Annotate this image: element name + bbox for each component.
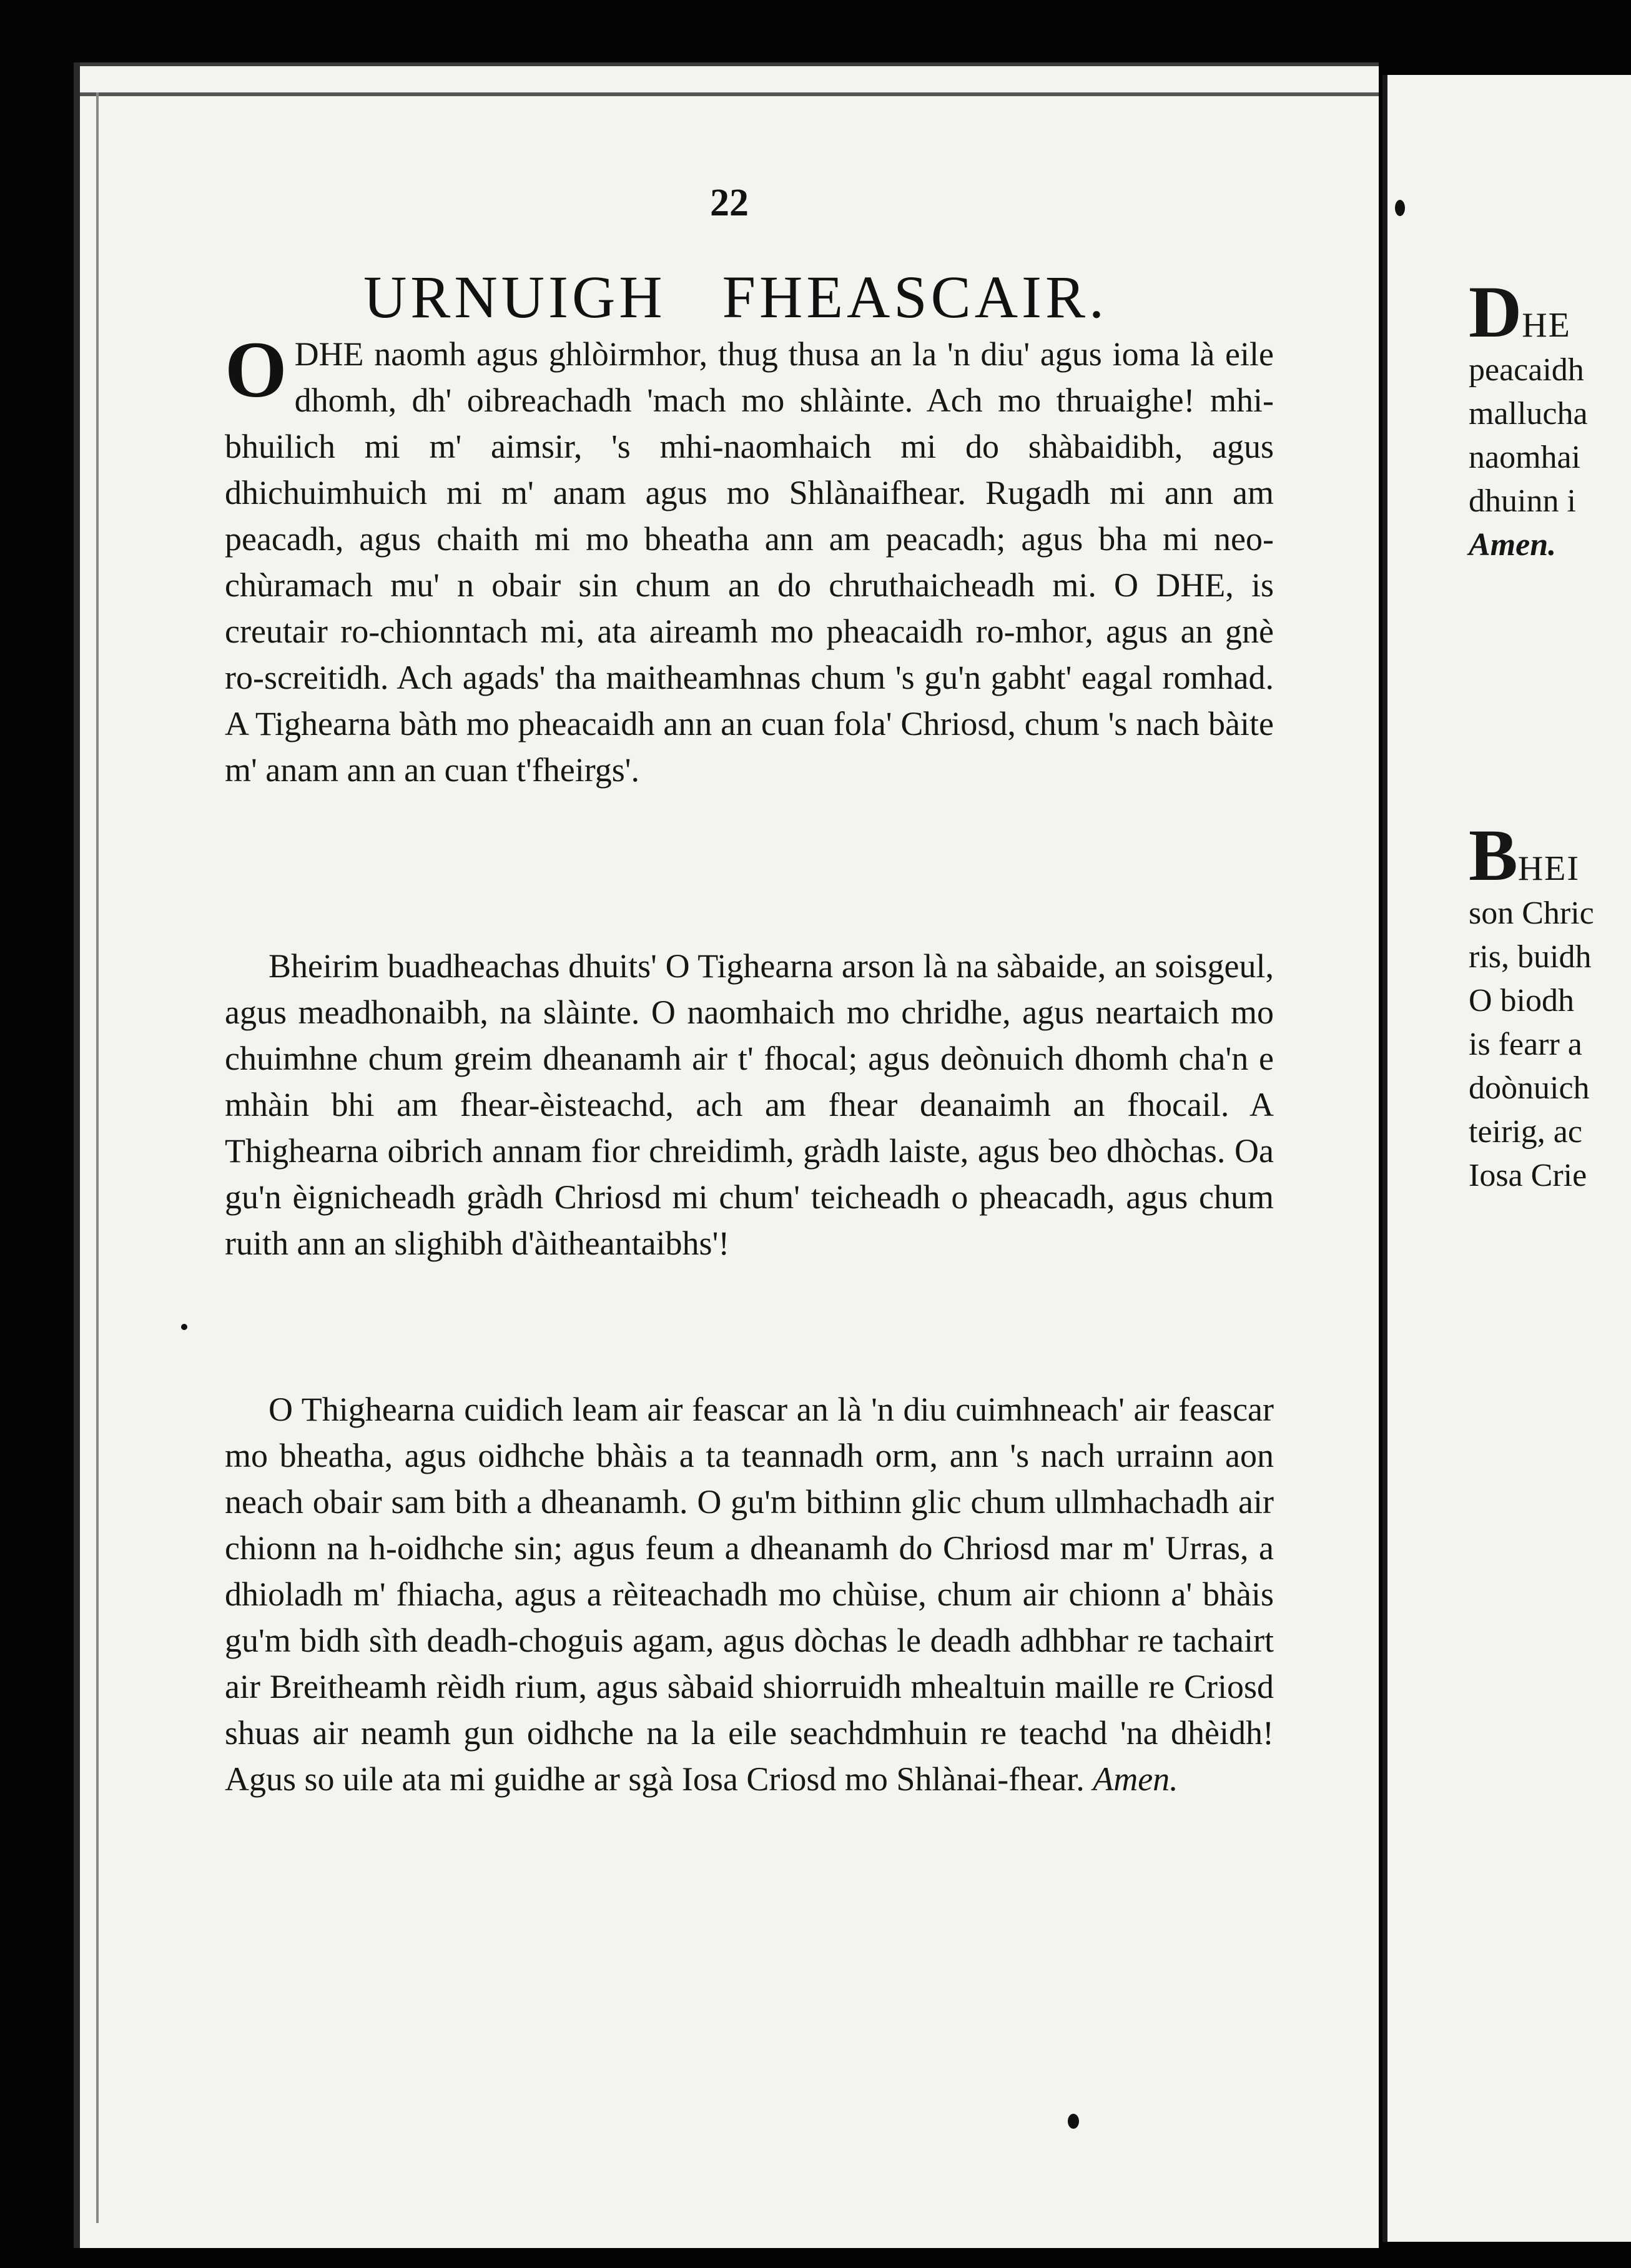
right-line: ris, buidh — [1469, 939, 1592, 975]
prayer-paragraph-2: Bheirim buadheachas dhuits' O Tighearna arson là na sàbaide, an soisgeul, agus meadhonaibh, na slàinte. O naomhaich mo chridhe, agus neartaich mo chuimhne chum greim dheanamh air t' fhocal; agus deònuich dhomh cha'n e mhàin bhi am fhear-èisteachd, ach am fhear deanaimh an fhocail. A Thighearna oibrich annam fior chreidimh, gràdh laiste, agus beo dhòchas. Oa gu'n èignicheadh gràdh Chriosd mi chum' teicheadh o pheacadh, agus chum ruith ann an slighibh d'àitheantaibhs'! — [225, 947, 1274, 1262]
drop-cap: O — [225, 325, 287, 414]
right-line: O biodh — [1469, 983, 1574, 1018]
right-line: mallucha — [1469, 396, 1588, 431]
right-drop-cap-1: D — [1469, 271, 1522, 353]
prayer-paragraph-1 — [225, 325, 1274, 793]
paragraph-1-text: DHE naomh agus ghlòirmhor, thug thusa an la 'n diu' agus ioma là eile dhomh, dh' oibreachadh 'mach mo shlàinte. Ach mo thruaighe! mhi-bhuilich mi m' aimsir, 's mhi-naomhaich mi do shàbaidibh, agus dhichuimhuich mi m' anam agus mo Shlànaifhear. Rugadh mi ann am peacadh, agus chaith mi mo bheatha ann am peacadh; agus bha mi neo-chùramach mu' n obair sin chum an do chruthaicheadh mi. O DHE, is creutair ro-chionntach mi, ata aireamh mo pheacaidh ro-mhor, agus an gnè ro-screitidh. Ach agads' tha maitheamhnas chum 's gu'n gabht' eagal romhad. A Tighearna bàth mo pheacaidh ann an cuan fola' Chriosd, chum 's nach bàite m' anam ann an cuan t'fheirgs'. — [225, 335, 1274, 789]
right-line: Iosa Crie — [1469, 1158, 1587, 1193]
right-page-block-1 — [1469, 271, 1631, 567]
right-line: peacaidh — [1469, 352, 1584, 388]
bottom-mark-dot — [1068, 2114, 1079, 2129]
page-number: 22 — [710, 182, 749, 224]
right-line: son Chric — [1469, 895, 1594, 931]
right-line: naomhai — [1469, 440, 1581, 475]
paragraph-3-text: O Thighearna cuidich leam air feascar an là 'n diu cuimhneach' air feascar mo bheatha, agus oidhche bhàis a ta teannadh orm, ann 's nach urrainn aon neach obair sam bith a dheanamh. O gu'm bithinn glic chum ullmhachadh air chionn na h-oidhche sin; agus feum a dheanamh do Chriosd mar m' Urras, a dhioladh m' fhiacha, agus a rèiteachadh mo chùise, chum air chionn a' bhàis gu'm bidh sìth deadh-choguis agam, agus dòchas le deadh adhbhar re tachairt air Breitheamh rèidh rium, agus sàbaid shiorruidh mhealtuin maille re Criosd shuas air neamh gun oidhche na la eile seachdmhuin re teachd 'na dhèidh! Agus so uile ata mi guidhe ar sgà Iosa Criosd mo Shlànai-fhear. — [225, 1391, 1274, 1798]
right-amen: Amen. — [1469, 527, 1557, 563]
amen-closing: Amen. — [1093, 1760, 1178, 1798]
page-border-left — [96, 92, 99, 2223]
corner-mark — [1395, 200, 1405, 216]
right-page-partial — [1382, 75, 1631, 2242]
page-title: URNUIGH FHEASCAIR. — [363, 264, 1108, 330]
right-heading-1: HE — [1522, 306, 1571, 345]
right-line: is fearr a — [1469, 1027, 1582, 1062]
right-line: dhuinn i — [1469, 483, 1576, 519]
right-page-block-2 — [1469, 814, 1631, 1198]
right-drop-cap-2: B — [1469, 814, 1518, 896]
right-line: teirig, ac — [1469, 1114, 1582, 1150]
prayer-paragraph-3 — [225, 1386, 1274, 1802]
margin-mark-dot — [181, 1324, 187, 1330]
right-heading-2: HEI — [1517, 849, 1580, 888]
page-border-top — [80, 92, 1379, 96]
right-line: doònuich — [1469, 1070, 1590, 1106]
